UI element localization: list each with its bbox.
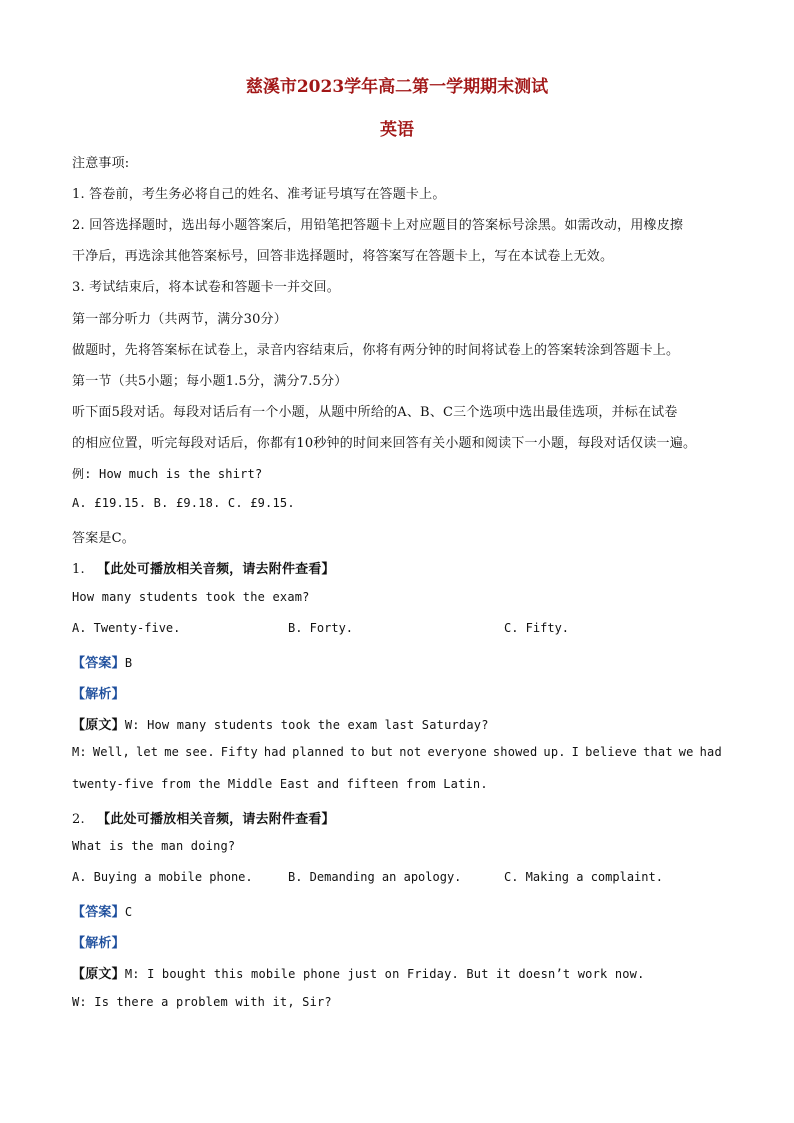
transcript-word: everyone [427, 745, 487, 759]
answer-value: B [124, 656, 133, 670]
question-1-option-a: A. Twenty-five. [72, 621, 181, 635]
transcript-word: had [699, 745, 722, 759]
notes-heading: 注意事项: [72, 156, 130, 171]
section1-instruction-line-2: 的相应位置，听完每段对话后，你都有10秒钟的时间来回答有关小题和阅读下一小题，每段对话仅读一遍。 [72, 436, 697, 451]
question-1-transcript-line-1 [72, 714, 489, 733]
question-1-option-b: B. Forty. [288, 621, 354, 635]
question-2-transcript-line-1 [72, 963, 645, 982]
question-2-analysis [72, 932, 125, 951]
transcript-word: M: [72, 745, 87, 759]
answer-value: C [124, 905, 133, 919]
transcript-word: that [643, 745, 673, 759]
transcript-word: not [399, 745, 422, 759]
transcript-word: believe [585, 745, 638, 759]
transcript-word: I [571, 745, 580, 759]
part1-instruction: 做题时，先将答案标在试卷上，录音内容结束后，你将有两分钟的时间将试卷上的答案转涂到答题卡上。 [72, 343, 680, 358]
part1-heading: 第一部分听力（共两节，满分30分） [72, 312, 287, 327]
transcript-tag: 【原文】 [72, 967, 125, 982]
transcript-text: M: I bought this mobile phone just on Friday. But it doesn’t work now. [124, 967, 645, 981]
question-2-transcript-line-2: W: Is there a problem with it, Sir? [72, 995, 332, 1009]
transcript-text: W: How many students took the exam last Saturday? [124, 718, 489, 732]
transcript-word: let [135, 745, 159, 759]
question-2-header [72, 808, 335, 827]
section1-instruction-line-1: 听下面5段对话。每段对话后有一个小题，从题中所给的A、B、C三个选项中选出最佳选项，并标在试卷 [72, 405, 678, 420]
transcript-word: planned [292, 745, 345, 759]
audio-note: 【此处可播放相关音频，请去附件查看】 [97, 812, 335, 827]
note-item-2-line-2: 干净后，再选涂其他答案标号，回答非选择题时，将答案写在答题卡上，写在本试卷上无效。 [72, 249, 614, 264]
question-number: 1. [72, 562, 85, 577]
question-1-transcript-line-3: twenty-five from the Middle East and fifteen from Latin. [72, 777, 488, 791]
transcript-word: to [350, 745, 365, 759]
question-1-transcript-line-2 [72, 745, 722, 759]
transcript-word: we [678, 745, 694, 759]
question-2-option-a: A. Buying a mobile phone. [72, 870, 253, 884]
question-1-option-c: C. Fifty. [504, 621, 570, 635]
example-question: 例: How much is the shirt? [72, 467, 263, 481]
transcript-word: Well, [92, 745, 130, 759]
transcript-word: up. [543, 745, 566, 759]
note-item-3: 3. 考试结束后，将本试卷和答题卡一并交回。 [72, 280, 340, 295]
transcript-word: but [370, 745, 394, 759]
question-2-option-c: C. Making a complaint. [504, 870, 663, 884]
analysis-tag: 【解析】 [72, 936, 125, 951]
question-2-text: What is the man doing? [72, 839, 236, 853]
answer-tag: 【答案】 [72, 905, 125, 920]
exam-title: 慈溪市2023学年高二第一学期期末测试 [245, 77, 549, 97]
question-1-header [72, 558, 335, 577]
question-2-answer [72, 901, 132, 920]
note-item-1: 1. 答卷前，考生务必将自己的姓名、准考证号填写在答题卡上。 [72, 187, 446, 202]
answer-tag: 【答案】 [72, 656, 125, 671]
question-1-text: How many students took the exam? [72, 590, 310, 604]
section1-heading: 第一节（共5小题；每小题1.5分，满分7.5分） [72, 374, 348, 389]
example-answer: 答案是C。 [72, 531, 135, 546]
example-options: A. £19.15. B. £9.18. C. £9.15. [72, 496, 295, 510]
question-1-analysis [72, 683, 125, 702]
analysis-tag: 【解析】 [72, 687, 125, 702]
transcript-word: Fifty [220, 745, 258, 759]
question-1-answer [72, 652, 132, 671]
subject-title: 英语 [380, 120, 414, 140]
note-item-2-line-1: 2. 回答选择题时，选出每小题答案后，用铅笔把答题卡上对应题目的答案标号涂黑。如需改动，用橡皮擦 [72, 218, 684, 233]
transcript-word: see. [185, 745, 215, 759]
question-number: 2. [72, 812, 85, 827]
transcript-tag: 【原文】 [72, 718, 125, 733]
transcript-word: me [164, 745, 180, 759]
transcript-word: showed [492, 745, 538, 759]
audio-note: 【此处可播放相关音频，请去附件查看】 [97, 562, 335, 577]
transcript-word: had [263, 745, 287, 759]
question-2-option-b: B. Demanding an apology. [288, 870, 462, 884]
